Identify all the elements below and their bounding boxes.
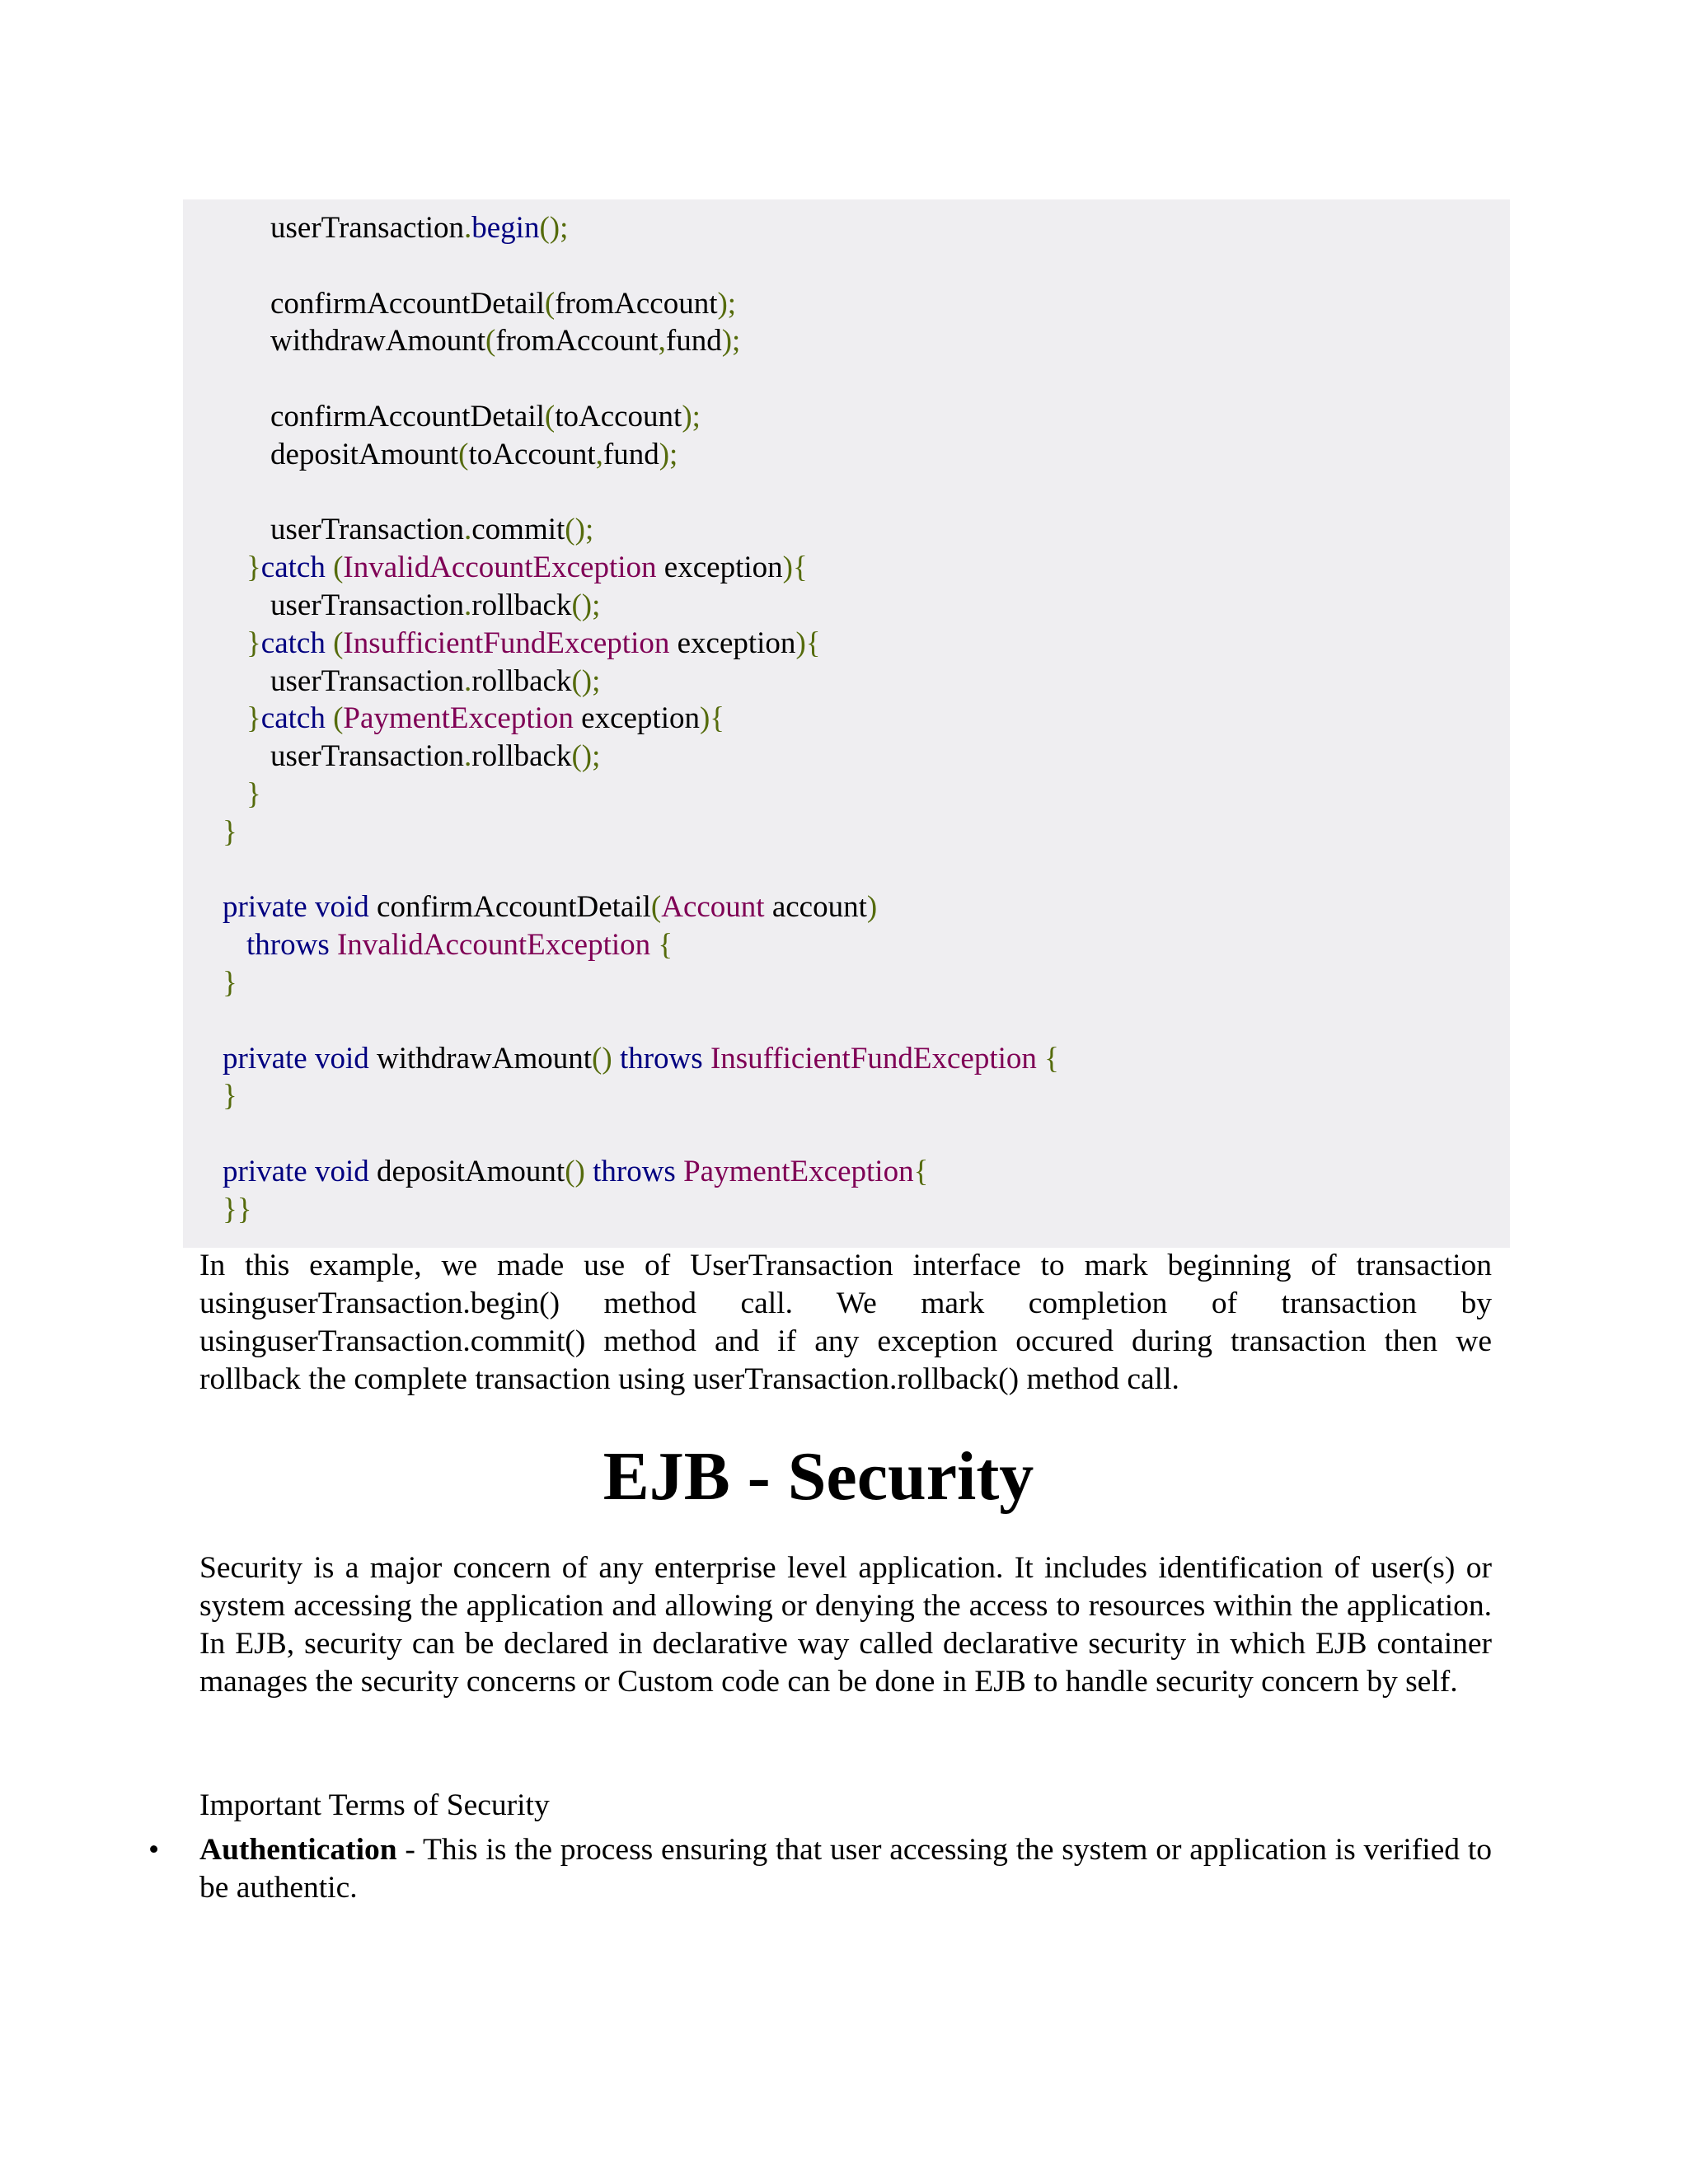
code-token: private void xyxy=(223,890,369,925)
code-line xyxy=(270,587,600,625)
code-token: confirmAccountDetail xyxy=(270,400,545,434)
code-line xyxy=(223,1077,237,1115)
code-token: } xyxy=(246,551,261,585)
code-line xyxy=(270,738,600,776)
code-token: throws xyxy=(612,1041,703,1076)
code-token: ( xyxy=(333,551,344,585)
code-line xyxy=(246,776,261,813)
code-token: ){ xyxy=(795,626,821,660)
code-token: (); xyxy=(571,588,601,622)
code-token: Account xyxy=(661,890,765,925)
code-line xyxy=(246,549,808,587)
code-token: begin xyxy=(471,211,540,245)
term-definition: This is the process ensuring that user accessing the system or application is verified to be authentic. xyxy=(199,1833,1492,1905)
code-token: (); xyxy=(565,513,594,547)
code-token: ( xyxy=(485,324,496,359)
code-line xyxy=(223,1191,252,1229)
code-token: catch xyxy=(260,551,334,585)
bullet-icon: • xyxy=(148,1833,160,1867)
code-token: ( xyxy=(333,701,344,736)
code-token: PaymentException xyxy=(675,1155,914,1188)
code-token: { xyxy=(913,1155,929,1188)
code-token: InsufficientFundException xyxy=(702,1041,1037,1076)
code-token: } xyxy=(223,1079,237,1113)
code-token: (); xyxy=(571,739,601,774)
code-token: fund xyxy=(603,437,659,471)
terms-subheading: Important Terms of Security xyxy=(199,1788,550,1822)
code-token: ){ xyxy=(782,551,808,585)
code-line xyxy=(223,964,237,1002)
code-token: } xyxy=(223,966,237,1000)
code-token: ( xyxy=(650,890,662,925)
code-token: confirmAccountDetail xyxy=(270,286,545,321)
code-token: account xyxy=(764,890,867,925)
code-token: fund xyxy=(665,324,722,359)
security-intro-paragraph: Security is a major concern of any enterprise level application. It includes identification of user(s) or system accessing the application and allowing or denying the access to resources within the application. In EJB, security can be declared in declarative way called declarative security in which EJB container manages the security concerns or Custom code can be done in EJB to handle security concern by self. xyxy=(199,1551,1492,1699)
code-token: . xyxy=(464,663,472,698)
code-line xyxy=(246,926,673,964)
code-token: throws xyxy=(584,1155,676,1188)
term-label: Authentication xyxy=(199,1833,397,1867)
code-token: { xyxy=(650,928,673,963)
code-token: } xyxy=(246,626,261,660)
code-line xyxy=(270,285,736,323)
code-token: catch xyxy=(260,626,334,660)
code-token: ( xyxy=(458,437,469,471)
code-token: fromAccount xyxy=(495,324,659,359)
code-token: withdrawAmount xyxy=(368,1041,593,1076)
code-token: . xyxy=(464,739,472,774)
code-block xyxy=(183,199,1510,1248)
code-line xyxy=(270,209,568,247)
code-token: userTransaction xyxy=(270,211,464,245)
code-token: . xyxy=(464,588,472,622)
code-token: () xyxy=(592,1041,612,1076)
code-token: } xyxy=(223,814,237,849)
code-token: catch xyxy=(260,701,334,736)
explanation-paragraph: In this example, we made use of UserTransaction interface to mark beginning of transaction usinguserTransaction.begin() method call. We mark completion of transaction by usinguserTransaction.commit() method and if any exception occured during transaction then we rollback the complete transaction using userTransaction.rollback() method call. xyxy=(199,1249,1492,1396)
code-line xyxy=(270,322,740,360)
code-line xyxy=(223,888,877,926)
term-separator: - xyxy=(396,1833,423,1867)
code-token: ); xyxy=(717,286,737,321)
term-item xyxy=(199,1831,1492,1907)
code-token: rollback xyxy=(471,588,572,622)
code-token: ( xyxy=(544,400,556,434)
code-token: withdrawAmount xyxy=(270,324,486,359)
code-token: PaymentException xyxy=(343,701,574,736)
code-token: . xyxy=(464,513,472,547)
code-token: depositAmount xyxy=(270,437,459,471)
code-token: userTransaction xyxy=(270,739,464,774)
code-token: InvalidAccountException xyxy=(329,928,651,963)
code-token: , xyxy=(595,437,603,471)
code-token: } xyxy=(246,777,261,811)
code-token: confirmAccountDetail xyxy=(368,890,651,925)
code-token: ); xyxy=(682,400,701,434)
code-token: } xyxy=(246,701,261,736)
code-line xyxy=(223,1153,928,1191)
code-token: (); xyxy=(539,211,569,245)
code-token: rollback xyxy=(471,663,572,698)
code-line xyxy=(246,625,821,663)
code-token: ) xyxy=(866,890,878,925)
code-token: ); xyxy=(659,437,678,471)
code-line xyxy=(246,700,724,738)
code-token: exception xyxy=(573,701,700,736)
code-token: () xyxy=(565,1155,585,1188)
code-token: rollback xyxy=(471,739,572,774)
code-token: . xyxy=(464,211,472,245)
code-token: exception xyxy=(669,626,796,660)
code-token: fromAccount xyxy=(555,286,718,321)
code-token: ){ xyxy=(699,701,725,736)
code-token: ( xyxy=(333,626,344,660)
code-token: (); xyxy=(571,663,601,698)
code-line xyxy=(270,436,678,474)
code-token: , xyxy=(658,324,666,359)
code-token: commit xyxy=(471,513,565,547)
section-heading: EJB - Security xyxy=(603,1438,1034,1515)
code-token: InvalidAccountException xyxy=(343,551,657,585)
code-token: depositAmount xyxy=(368,1155,565,1188)
code-line xyxy=(270,663,600,701)
code-token: userTransaction xyxy=(270,513,464,547)
code-token: private void xyxy=(223,1041,369,1076)
code-line xyxy=(223,813,237,851)
code-token: private void xyxy=(223,1155,369,1188)
code-line xyxy=(270,511,593,549)
code-token: ( xyxy=(544,286,556,321)
code-token: toAccount xyxy=(555,400,682,434)
code-line xyxy=(270,398,701,436)
code-token: { xyxy=(1036,1041,1059,1076)
code-token: userTransaction xyxy=(270,588,464,622)
code-line xyxy=(223,1040,1059,1078)
code-token: throws xyxy=(246,928,330,963)
code-token: ); xyxy=(721,324,741,359)
code-token: }} xyxy=(223,1192,252,1226)
code-token: exception xyxy=(656,551,783,585)
code-token: toAccount xyxy=(468,437,596,471)
code-token: InsufficientFundException xyxy=(343,626,670,660)
code-token: userTransaction xyxy=(270,663,464,698)
